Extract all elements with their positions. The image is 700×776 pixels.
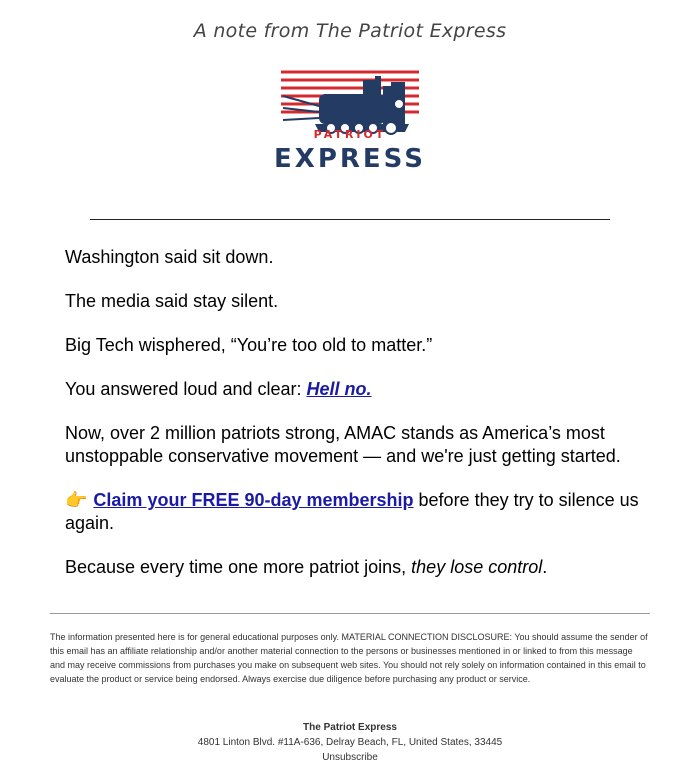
pointing-hand-icon: 👉 xyxy=(65,490,88,510)
footer-company-name: The Patriot Express xyxy=(303,722,397,733)
disclaimer-text: The information presented here is for general educational purposes only. MATERIAL CONNECTION DISCLOSURE: You should assume the sender of this email has an affiliate relationship and/or another material connection to the persons or businesses mentioned in or linked to from this message and may receive commissions from purchases you make on subsequent web sites. You should not rely solely on information contained in this email to evaluate the product or service being endorsed. Always exercise due diligence before purchasing any product or service. xyxy=(50,632,648,684)
paragraph-6 xyxy=(65,489,650,535)
paragraph-1: Washington said sit down. xyxy=(65,247,274,267)
logo-word-patriot: PATRIOT xyxy=(313,128,387,141)
paragraph-7-emphasis: they lose control xyxy=(411,557,543,577)
footer xyxy=(0,720,700,765)
paragraph-2: The media said stay silent. xyxy=(65,291,279,311)
paragraph-4 xyxy=(65,378,650,401)
logo-word-express: EXPRESS xyxy=(274,144,426,174)
header-note: A note from The Patriot Express xyxy=(193,20,507,42)
paragraph-4-text: You answered loud and clear: xyxy=(65,379,307,399)
paragraph-3: Big Tech wisphered, “You’re too old to matter.” xyxy=(65,335,433,355)
claim-membership-link[interactable]: Claim your FREE 90-day membership xyxy=(93,490,414,510)
hell-no-link[interactable]: Hell no. xyxy=(306,379,372,399)
footer-divider xyxy=(50,613,650,614)
footer-address: 4801 Linton Blvd. #11A-636, Delray Beach, FL, United States, 33445 xyxy=(197,737,503,748)
paragraph-7-end: . xyxy=(542,557,548,577)
paragraph-5: Now, over 2 million patriots strong, AMAC stands as America’s most unstoppable conservative movement — and we're just getting started. xyxy=(65,423,621,466)
paragraph-7-text: Because every time one more patriot joins, xyxy=(65,557,412,577)
unsubscribe-link[interactable]: Unsubscribe xyxy=(322,752,378,763)
divider xyxy=(90,219,610,220)
message-body xyxy=(65,246,650,600)
paragraph-7 xyxy=(65,556,650,579)
paragraph-6-text: before they try to silence us again. xyxy=(65,490,639,533)
